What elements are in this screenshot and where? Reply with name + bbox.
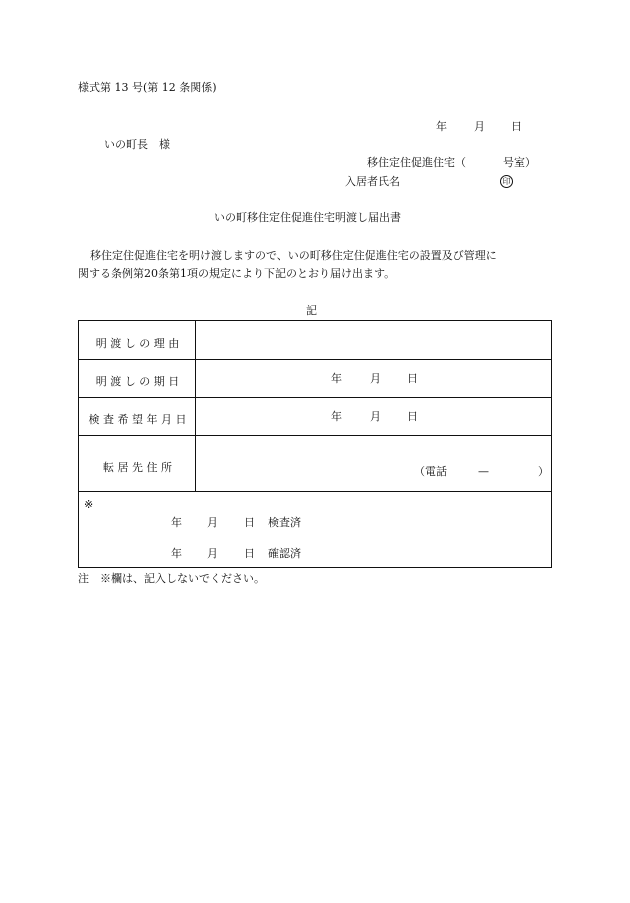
ki-heading: 記 bbox=[306, 304, 317, 317]
resident-name-label: 入居者氏名 bbox=[345, 175, 400, 188]
office-use-mark: ※ bbox=[84, 498, 94, 511]
form-table bbox=[78, 320, 552, 568]
addressee: いの町長 様 bbox=[104, 138, 170, 151]
phone-close: ） bbox=[538, 465, 549, 478]
seal-mark bbox=[500, 175, 513, 188]
checked-day: 日 bbox=[244, 516, 255, 529]
vacate-month: 月 bbox=[370, 372, 381, 385]
form-number: 様式第 13 号(第 12 条関係) bbox=[78, 81, 217, 94]
date-month-label: 月 bbox=[474, 120, 485, 133]
phone-open: （電話 bbox=[414, 465, 447, 478]
confirmed-status: 確認済 bbox=[268, 547, 301, 560]
document-title: いの町移住定住促進住宅明渡し届出書 bbox=[214, 211, 401, 224]
inspection-day: 日 bbox=[407, 410, 418, 423]
confirmed-day: 日 bbox=[244, 547, 255, 560]
inspection-month: 月 bbox=[370, 410, 381, 423]
reason-field[interactable] bbox=[197, 322, 551, 358]
confirmed-year: 年 bbox=[171, 547, 182, 560]
room-label: 号室） bbox=[503, 156, 536, 169]
phone-dash: — bbox=[478, 465, 489, 478]
vacate-date-label: 明 渡 し の 期 日 bbox=[95, 375, 180, 388]
new-address-label: 転 居 先 住 所 bbox=[103, 461, 172, 474]
seal-icon: 印 bbox=[500, 175, 513, 188]
inspected-status: 検査済 bbox=[268, 516, 301, 529]
row-divider bbox=[79, 491, 551, 492]
date-year-label: 年 bbox=[436, 120, 447, 133]
inspection-date-label: 検 査 希 望 年 月 日 bbox=[88, 413, 187, 426]
date-day-label: 日 bbox=[511, 120, 522, 133]
new-address-field[interactable] bbox=[197, 436, 551, 490]
footnote: 注 ※欄は、記入しないでください。 bbox=[78, 572, 265, 585]
checked-year: 年 bbox=[171, 516, 182, 529]
inspection-year: 年 bbox=[331, 410, 342, 423]
reason-label: 明 渡 し の 理 由 bbox=[95, 337, 180, 350]
vacate-day: 日 bbox=[407, 372, 418, 385]
body-line-2: 関する条例第20条第1項の規定により下記のとおり届け出ます。 bbox=[78, 267, 396, 280]
checked-month: 月 bbox=[207, 516, 218, 529]
confirmed-month: 月 bbox=[207, 547, 218, 560]
housing-label: 移住定住促進住宅（ bbox=[367, 156, 466, 169]
vacate-year: 年 bbox=[331, 372, 342, 385]
body-line-1: 移住定住促進住宅を明け渡しますので、いの町移住定住促進住宅の設置及び管理に bbox=[90, 249, 497, 262]
